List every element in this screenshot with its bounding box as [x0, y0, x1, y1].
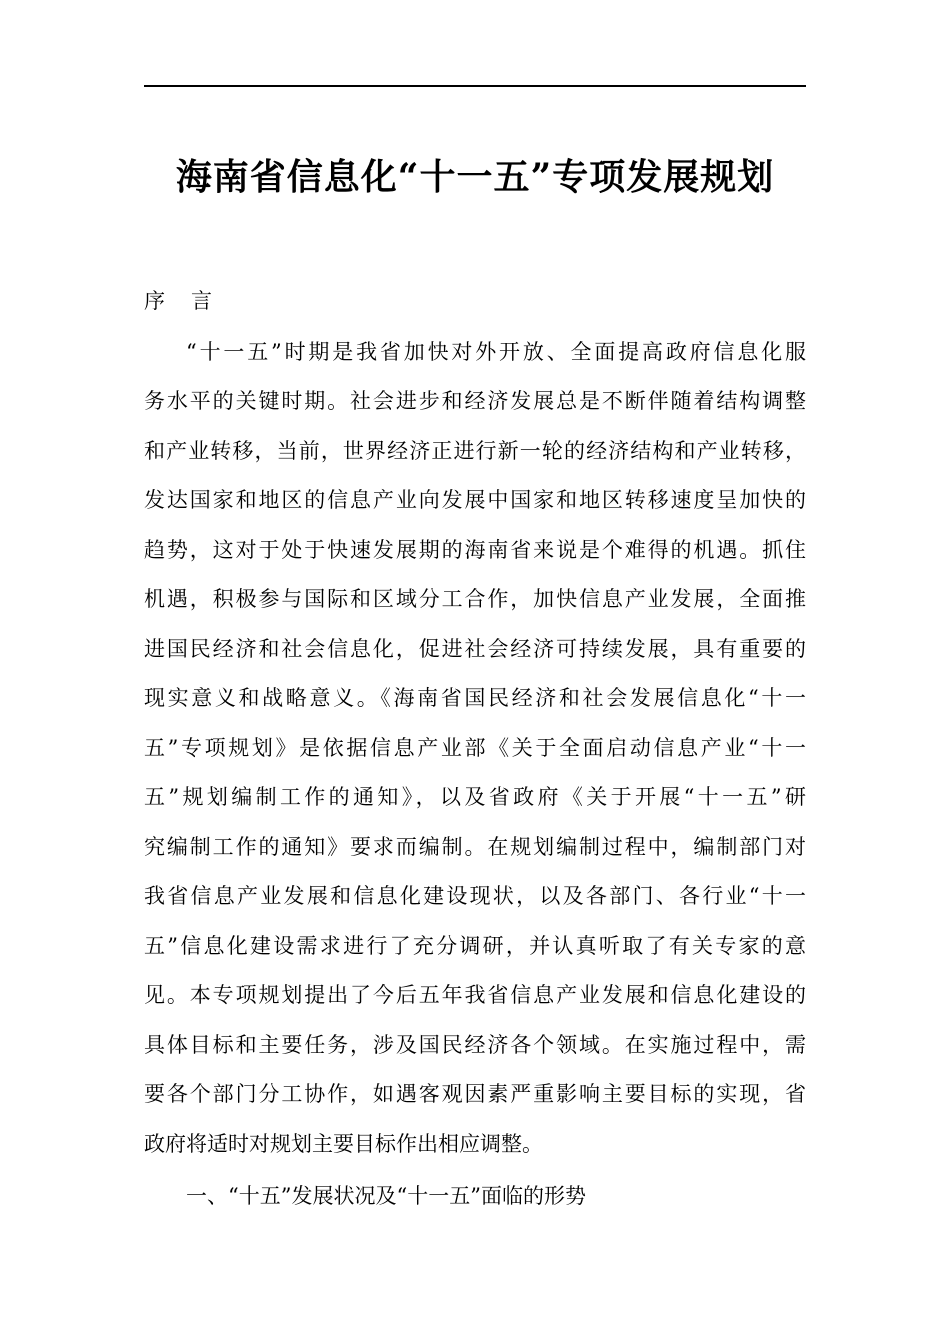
paragraph-line: 和产业转移，当前，世界经济正进行新一轮的经济结构和产业转移， — [144, 439, 806, 463]
header-rule — [144, 85, 806, 87]
paragraph-line: 五”信息化建设需求进行了充分调研，并认真听取了有关专家的意 — [144, 934, 806, 958]
preface-heading-char-1: 序 — [144, 289, 165, 313]
paragraph-line: 见。本专项规划提出了今后五年我省信息产业发展和信息化建设的 — [144, 983, 806, 1007]
paragraph-line: 要各个部门分工协作，如遇客观因素严重影响主要目标的实现，省 — [144, 1082, 806, 1106]
preface-heading — [144, 284, 212, 318]
paragraph-line: 务水平的关键时期。社会进步和经济发展总是不断伴随着结构调整 — [144, 389, 806, 413]
paragraph-line: 政府将适时对规划主要目标作出相应调整。 — [144, 1132, 543, 1156]
preface-heading-char-2: 言 — [191, 289, 212, 313]
paragraph-line: 究编制工作的通知》要求而编制。在规划编制过程中，编制部门对 — [144, 835, 806, 859]
paragraph-line: 现实意义和战略意义。《海南省国民经济和社会发展信息化“十一 — [144, 686, 806, 710]
section-heading: 一、“十五”发展状况及“十一五”面临的形势 — [186, 1184, 586, 1208]
paragraph-line: 五”规划编制工作的通知》，以及省政府《关于开展“十一五”研 — [144, 785, 806, 809]
paragraph-line: “十一五”时期是我省加快对外开放、全面提高政府信息化服 — [186, 340, 806, 364]
document-title: 海南省信息化“十一五”专项发展规划 — [175, 156, 775, 198]
paragraph-line: 五”专项规划》是依据信息产业部《关于全面启动信息产业“十一 — [144, 736, 806, 760]
paragraph-line: 具体目标和主要任务，涉及国民经济各个领域。在实施过程中，需 — [144, 1033, 806, 1057]
paragraph-line: 发达国家和地区的信息产业向发展中国家和地区转移速度呈加快的 — [144, 488, 806, 512]
paragraph-line: 我省信息产业发展和信息化建设现状，以及各部门、各行业“十一 — [144, 884, 806, 908]
paragraph-line: 机遇，积极参与国际和区域分工合作，加快信息产业发展，全面推 — [144, 587, 806, 611]
paragraph-line: 进国民经济和社会信息化，促进社会经济可持续发展，具有重要的 — [144, 637, 806, 661]
paragraph-line: 趋势，这对于处于快速发展期的海南省来说是个难得的机遇。抓住 — [144, 538, 806, 562]
